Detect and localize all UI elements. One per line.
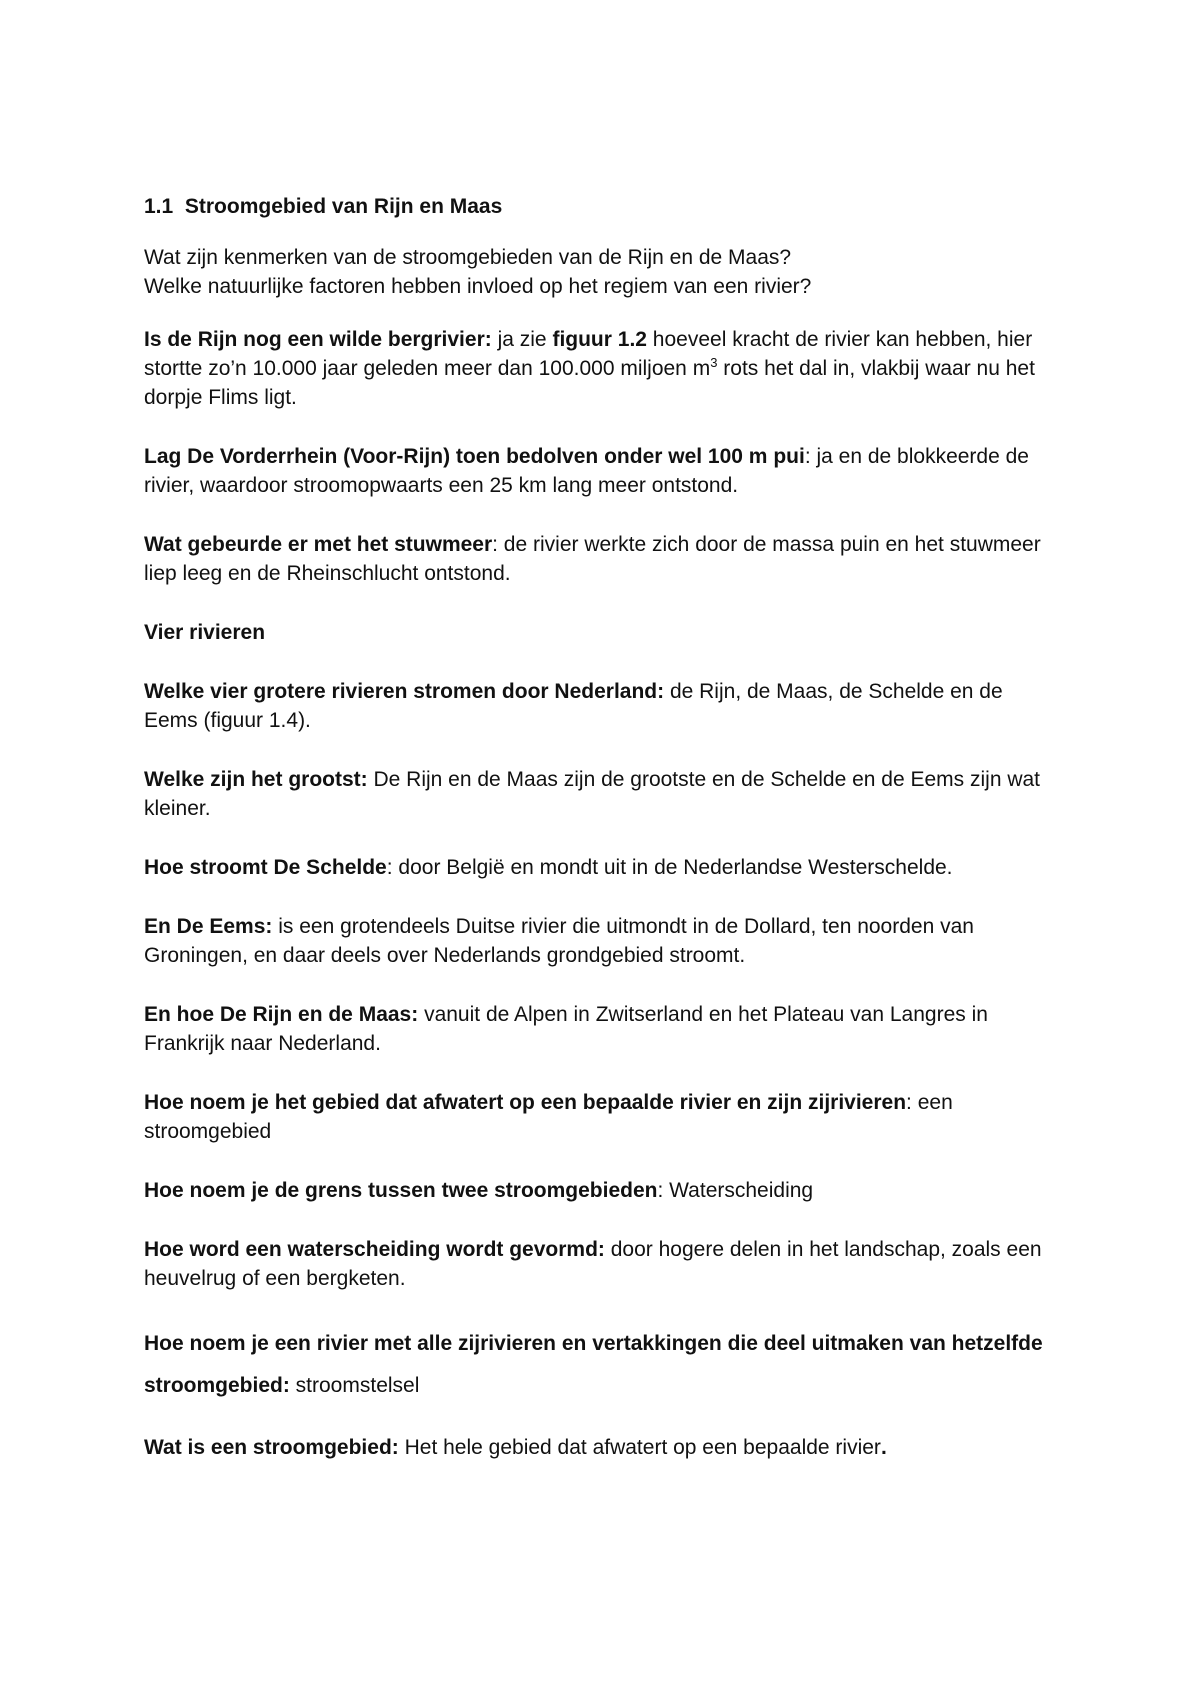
- question-text: Hoe word een waterscheiding wordt gevormd:: [144, 1238, 605, 1261]
- qa-stuwmeer: [144, 530, 1044, 588]
- answer-text: rots het dal in, vlakbij waar nu het dorpje Flims ligt.: [144, 357, 1035, 409]
- answer-text: hoeveel kracht de rivier kan hebben, hier stortte zo’n 10.000 jaar geleden meer dan 100.000 miljoen m: [144, 328, 1033, 380]
- question-text: Welke zijn het grootst:: [144, 768, 368, 791]
- answer-text: De Rijn en de Maas zijn de grootste en de Schelde en de Eems zijn wat kleiner.: [144, 768, 1041, 820]
- answer-text: ja zie: [491, 328, 553, 351]
- question-text: Hoe stroomt De Schelde: [144, 856, 387, 879]
- answer-period: .: [880, 1436, 887, 1459]
- answer-text: door hogere delen in het landschap, zoals een heuvelrug of een bergketen.: [144, 1238, 1042, 1290]
- answer-text: : door België en mondt uit in de Nederlandse Westerschelde.: [386, 856, 953, 879]
- qa-waterscheiding-vorming: [144, 1235, 1044, 1293]
- intro-line-2: Welke natuurlijke factoren hebben invloed op het regiem van een rivier?: [144, 275, 812, 298]
- qa-grootst: [144, 765, 1044, 823]
- answer-text: vanuit de Alpen in Zwitserland en het Plateau van Langres in Frankrijk naar Nederland.: [144, 1003, 988, 1055]
- document-body: [144, 192, 1044, 1492]
- qa-waterscheiding: [144, 1176, 1044, 1205]
- superscript-exponent: 3: [710, 355, 718, 371]
- answer-text: : een stroomgebied: [144, 1091, 953, 1143]
- figure-reference: figuur 1.2: [552, 328, 647, 351]
- question-text: En De Eems:: [144, 915, 273, 938]
- qa-wilde-bergrivier: [144, 325, 1044, 412]
- answer-text: : ja en de blokkeerde de rivier, waardoor stroomopwaarts een 25 km lang meer ontstond.: [144, 445, 1029, 497]
- answer-text: : de rivier werkte zich door de massa puin en het stuwmeer liep leeg en de Rheinschlucht ontstond.: [144, 533, 1041, 585]
- question-text: Wat gebeurde er met het stuwmeer: [144, 533, 493, 556]
- question-text: Hoe noem je een rivier met alle zijrivieren en vertakkingen die deel uitmaken van hetzelfde stroomgebied:: [144, 1332, 1043, 1397]
- qa-stroomgebied-term: [144, 1088, 1044, 1146]
- question-text: Lag De Vorderrhein (Voor-Rijn) toen bedolven onder wel 100 m pui: [144, 445, 805, 468]
- intro-line-1: Wat zijn kenmerken van de stroomgebieden van de Rijn en de Maas?: [144, 246, 792, 269]
- answer-text: is een grotendeels Duitse rivier die uitmondt in de Dollard, ten noorden van Groningen, en daar deels over Nederlands grondgebied stroomt.: [144, 915, 974, 967]
- answer-text: de Rijn, de Maas, de Schelde en de Eems (figuur 1.4).: [144, 680, 1003, 732]
- question-text: En hoe De Rijn en de Maas:: [144, 1003, 419, 1026]
- section-heading: [144, 192, 1044, 221]
- qa-stroomgebied-definitie: [144, 1433, 1044, 1462]
- question-text: Wat is een stroomgebied:: [144, 1436, 399, 1459]
- answer-text: : Waterscheiding: [657, 1179, 814, 1202]
- qa-stroomstelsel: [144, 1323, 1044, 1407]
- question-text: Hoe noem je de grens tussen twee stroomgebieden: [144, 1179, 658, 1202]
- qa-vorderrhein: [144, 442, 1044, 500]
- answer-text: stroomstelsel: [289, 1374, 420, 1397]
- qa-vier-rivieren: [144, 677, 1044, 735]
- qa-rijn-maas: [144, 1000, 1044, 1058]
- section-number: 1.1: [144, 195, 174, 218]
- answer-text: Het hele gebied dat afwatert op een bepaalde rivier: [398, 1436, 881, 1459]
- question-text: Hoe noem je het gebied dat afwatert op een bepaalde rivier en zijn zijrivieren: [144, 1091, 907, 1114]
- qa-eems: [144, 912, 1044, 970]
- question-text: Welke vier grotere rivieren stromen door Nederland:: [144, 680, 665, 703]
- question-text: Is de Rijn nog een wilde bergrivier:: [144, 328, 492, 351]
- section-title: Stroomgebied van Rijn en Maas: [184, 195, 503, 218]
- subsection-title: Vier rivieren: [144, 621, 266, 644]
- qa-schelde: [144, 853, 1044, 882]
- intro-questions: [144, 243, 1044, 301]
